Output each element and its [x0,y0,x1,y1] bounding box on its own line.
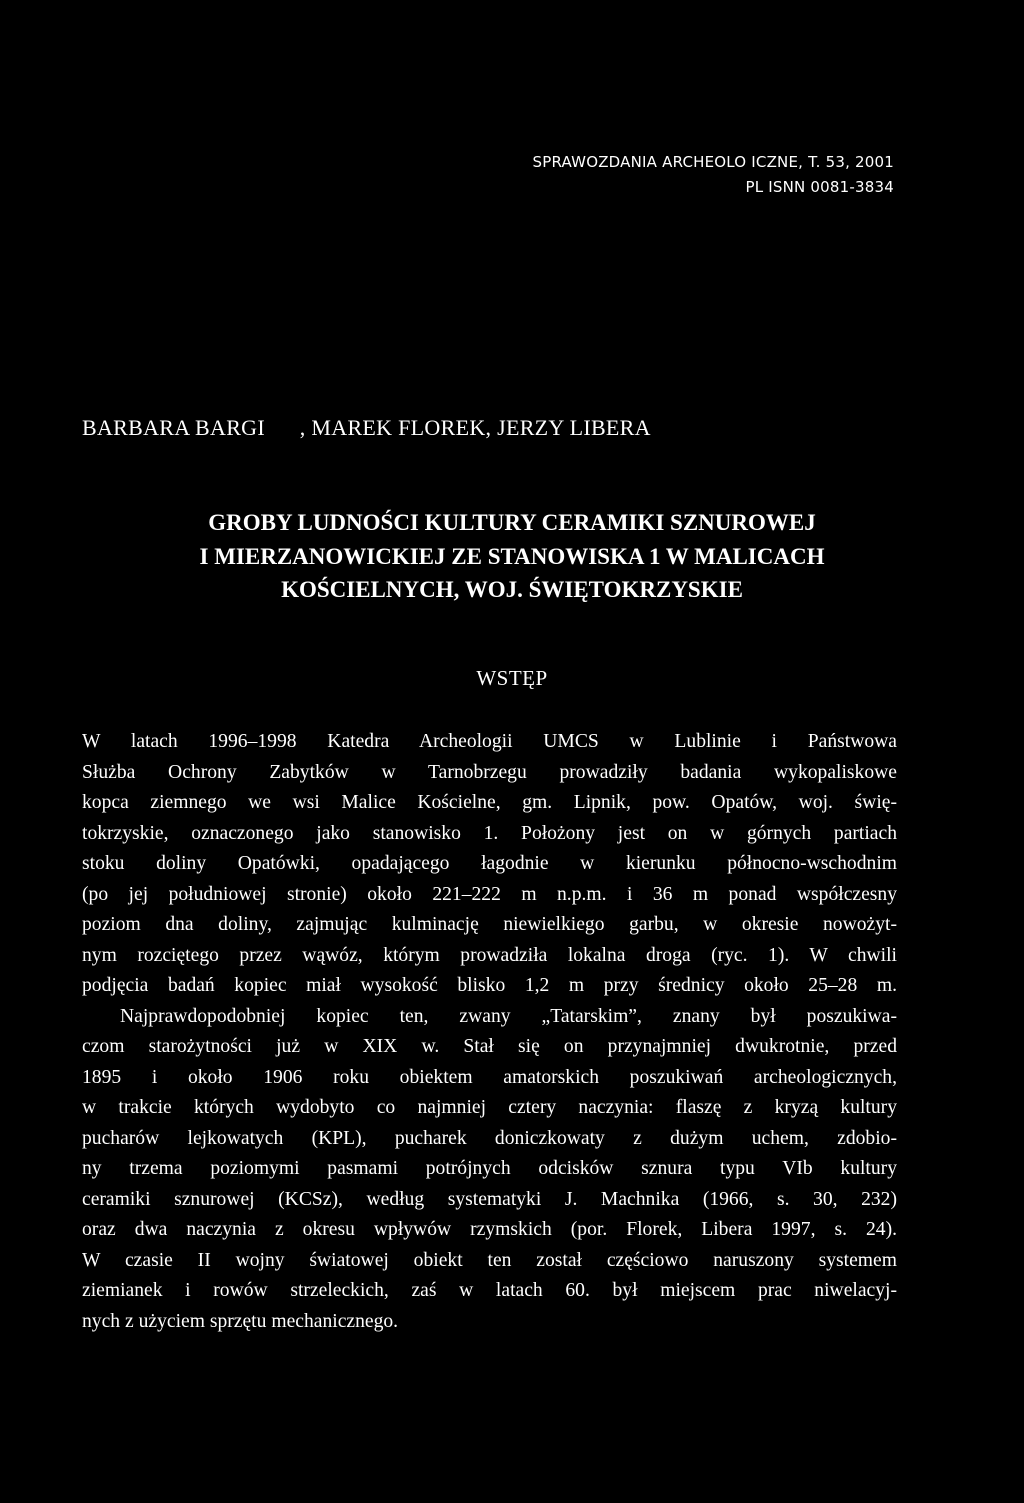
text-line: poziom dna doliny, zajmując kulminację niewielkiego garbu, w okresie nowożyt- [82,914,897,935]
text-line: podjęcia badań kopiec miał wysokość blisko 1,2 m przy średnicy około 25–28 m. [82,975,897,996]
text-line: (po jej południowej stronie) około 221–222 m n.p.m. i 36 m ponad współczesny [82,883,897,905]
section-heading: WSTĘP [476,666,548,690]
text-line: nych z użyciem sprzętu mechanicznego. [82,1310,399,1332]
text-line: stoku doliny Opatówki, opadającego łagodnie w kierunku północno-wschodnim [82,853,897,874]
title-line: GROBY LUDNOŚCI KULTURY CERAMIKI SZNUROWEJ [208,510,816,535]
text-line: Służba Ochrony Zabytków w Tarnobrzegu prowadziły badania wykopaliskowe [82,761,897,783]
text-line: tokrzyskie, oznaczonego jako stanowisko 1. Położony jest on w górnych partiach [82,822,897,844]
text-line: w trakcie których wydobyto co najmniej cztery naczynia: flaszę z kryzą kultury [82,1097,897,1118]
title-line: I MIERZANOWICKIEJ ZE STANOWISKA 1 W MALICACH [199,543,825,569]
text-line: nym rozciętego przez wąwóz, którym prowadziła lokalna droga (ryc. 1). W chwili [82,944,897,966]
title-line: KOŚCIELNYCH, WOJ. ŚWIĘTOKRZYSKIE [281,577,743,602]
body-text [82,727,897,1337]
issn-line: PL ISNN 0081-3834 [745,178,894,196]
text-line: ziemianek i rowów strzeleckich, zaś w latach 60. był miejscem prac niwelacyj- [82,1280,897,1301]
text-line: oraz dwa naczynia z okresu wpływów rzymskich (por. Florek, Libera 1997, s. 24). [82,1219,897,1240]
text-line: 1895 i około 1906 roku obiektem amatorskich poszukiwań archeologicznych, [82,1066,897,1088]
text-line: pucharów lejkowatych (KPL), pucharek doniczkowaty z dużym uchem, zdobio- [82,1127,897,1149]
text-line: czom starożytności już w XIX w. Stał się on przynajmniej dwukrotnie, przed [82,1036,897,1057]
text-line: W latach 1996–1998 Katedra Archeologii UMCS w Lublinie i Państwowa [82,731,897,752]
text-line: ceramiki sznurowej (KCSz), według systematyki J. Machnika (1966, s. 30, 232) [82,1188,897,1210]
article-title [0,506,1024,607]
text-line: ny trzema poziomymi pasmami potrójnych odcisków sznura typu VIb kultury [82,1158,897,1179]
journal-header: SPRAWOZDANIA ARCHEOLO ICZNE, T. 53, 2001 [532,153,894,171]
authors-line: BARBARA BARGI , MAREK FLOREK, JERZY LIBERA [82,415,651,440]
text-line: kopca ziemnego we wsi Malice Kościelne, gm. Lipnik, pow. Opatów, woj. świę- [82,792,897,813]
text-line: Najprawdopodobniej kopiec ten, zwany „Tatarskim”, znany był poszukiwa- [120,1005,897,1027]
text-line: W czasie II wojny światowej obiekt ten został częściowo naruszony systemem [82,1249,897,1271]
